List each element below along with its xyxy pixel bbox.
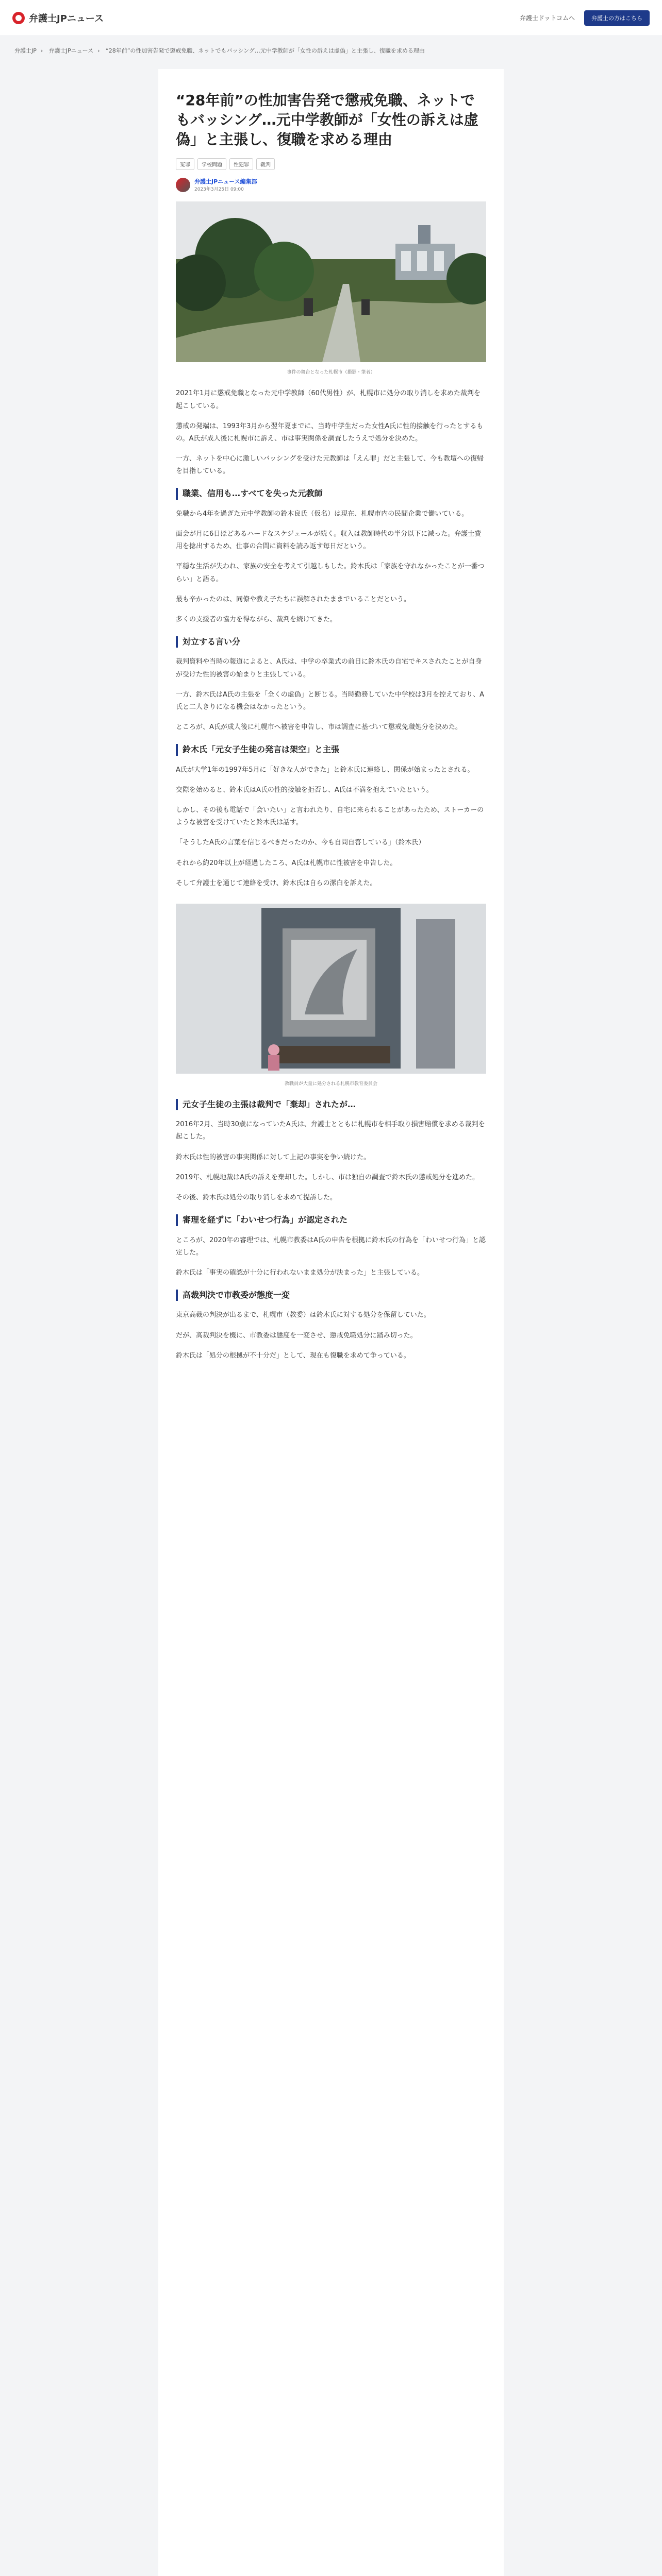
paragraph: その後、鈴木氏は処分の取り消しを求めて提訴した。 [176, 1193, 337, 1201]
section-heading: 鈴木氏「元女子生徒の発言は架空」と主張 [176, 744, 486, 755]
paragraph: 多くの支援者の協力を得ながら、裁判を続けてきた。 [176, 615, 337, 623]
breadcrumb: 弁護士JP › 弁護士JPニュース › “28年前”の性加害告発で懲戒免職、ネットでもバッシング…元中学教師が「女性の訴えは虚偽」と主張し、復職を求める理由 [14, 47, 425, 54]
site-logo[interactable] [12, 11, 104, 25]
article-title: “28年前”の性加害告発で懲戒免職、ネットでもバッシング…元中学教師が「女性の訴えは虚偽」と主張し、復職を求める理由 [176, 92, 478, 148]
paragraph: 一方、鈴木氏はA氏の主張を「全くの虚偽」と断じる。当時勤務していた中学校は3月を控えており、A氏と二人きりになる機会はなかったという。 [176, 690, 485, 711]
section-heading: 元女子生徒の主張は裁判で「棄却」されたが… [176, 1099, 486, 1110]
paragraph: 裁判資料や当時の報道によると、A氏は、中学の卒業式の前日に鈴木氏の自宅でキスされたことが自身が受けた性的被害の始まりと主張している。 [176, 658, 482, 679]
paragraph: 交際を始めると、鈴木氏はA氏の性的接触を拒否し、A氏は不満を抱えていたという。 [176, 786, 433, 794]
paragraph: それから約20年以上が経過したころ、A氏は札幌市に性被害を申告した。 [176, 859, 397, 867]
paragraph: ところが、2020年の審理では、札幌市教委はA氏の申告を根拠に鈴木氏の行為を「わいせつ行為」と認定した。 [176, 1236, 486, 1257]
publish-date: 2023年3月25日 09:00 [194, 187, 244, 193]
logo-mark-icon [12, 12, 25, 24]
mid-photo-caption: 教職員が大量に処分される札幌市教育委員会 [284, 1081, 377, 1087]
paragraph: 懲戒の発端は、1993年3月から翌年夏までに、当時中学生だった女性A氏に性的接触を行ったとするもの。A氏が成人後に札幌市に訴え、市は事実関係を調査したうえで処分を決めた。 [176, 422, 484, 443]
section-intro [176, 387, 486, 478]
tag-item[interactable]: 学校問題 [197, 158, 226, 170]
hero-photo [176, 201, 486, 362]
lawyer-login-button[interactable]: 弁護士の方はこちら [584, 10, 650, 26]
author-name[interactable]: 弁護士JPニュース編集部 [194, 178, 257, 185]
section-conflicting-claims [176, 636, 486, 734]
section-suzuki-claim [176, 744, 486, 890]
paragraph: そして弁護士を通じて連絡を受け、鈴木氏は自らの潔白を訴えた。 [176, 879, 377, 887]
paragraph: 最も辛かったのは、同僚や教え子たちに誤解されたままでいることだという。 [176, 595, 411, 603]
paragraph: 東京高裁の判決が出るまで、札幌市（教委）は鈴木氏に対する処分を保留していた。 [176, 1311, 431, 1319]
tag-item[interactable]: 冤罪 [176, 158, 194, 170]
paragraph: 鈴木氏は性的被害の事実関係に対して上記の事実を争い続けた。 [176, 1153, 371, 1161]
site-logo-text: 弁護士JPニュース [29, 13, 104, 24]
paragraph: 2021年1月に懲戒免職となった元中学教師（60代男性）が、札幌市に処分の取り消しを求めた裁判を起こしている。 [176, 389, 481, 410]
section-ruling-dismissed [176, 1099, 486, 1204]
section-misconduct-recognized [176, 1214, 486, 1279]
tag-item[interactable]: 性犯罪 [229, 158, 253, 170]
section-high-court [176, 1290, 486, 1362]
paragraph: 2019年、札幌地裁はA氏の訴えを棄却した。しかし、市は独自の調査で鈴木氏の懲戒処分を進めた。 [176, 1173, 479, 1181]
breadcrumb-home[interactable]: 弁護士JP [14, 47, 37, 54]
paragraph: 面会が月に6日ほどあるハードなスケジュールが続く。収入は教師時代の半分以下に減った。弁護士費用を捻出するため、仕事の合間に資料を読み返す毎日だという。 [176, 530, 482, 551]
breadcrumb-news[interactable]: 弁護士JPニュース [48, 47, 94, 54]
article-tags [176, 158, 486, 170]
author-block [176, 177, 486, 192]
paragraph: 鈴木氏は「事実の確認が十分に行われないまま処分が決まった」と主張している。 [176, 1268, 424, 1277]
paragraph: 一方、ネットを中心に激しいバッシングを受けた元教師は「えん罪」だと主張して、今も教壇への復帰を目指している。 [176, 455, 484, 476]
section-heading: 審理を経ずに「わいせつ行為」が認定された [176, 1214, 486, 1226]
section-lost-everything [176, 488, 486, 626]
paragraph: 「そうしたA氏の言葉を信じるべきだったのか、今も自問自答している」（鈴木氏） [176, 839, 425, 847]
author-avatar [176, 178, 190, 192]
paragraph: ところが、A氏が成人後に札幌市へ被害を申告し、市は調査に基づいて懲戒免職処分を決めた。 [176, 723, 462, 732]
tag-item[interactable]: 裁判 [256, 158, 275, 170]
section-heading: 職業、信用も…すべてを失った元教師 [176, 488, 486, 499]
breadcrumb-current: “28年前”の性加害告発で懲戒免職、ネットでもバッシング…元中学教師が「女性の訴えは虚偽」と主張し、復職を求める理由 [106, 47, 425, 54]
section-heading: 高裁判決で市教委が態度一変 [176, 1290, 486, 1301]
paragraph: 平穏な生活が失われ、家族の安全を考えて引越しもした。鈴木氏は「家族を守れなかったことが一番つらい」と語る。 [176, 563, 485, 583]
paragraph: 鈴木氏は「処分の根拠が不十分だ」として、現在も復職を求めて争っている。 [176, 1351, 410, 1360]
top-navigation [0, 0, 662, 36]
section-heading: 対立する言い分 [176, 636, 486, 648]
bengo4-link[interactable]: 弁護士ドットコムへ [519, 14, 575, 22]
paragraph: 免職から4年を過ぎた元中学教師の鈴木良氏（仮名）は現在、札幌市内の民間企業で働いている。 [176, 510, 469, 518]
paragraph: 2016年2月、当時30歳になっていたA氏は、弁護士とともに札幌市を相手取り損害賠償を求める裁判を起こした。 [176, 1121, 485, 1141]
article-photo-board-of-education [176, 904, 486, 1074]
paragraph: A氏が大学1年の1997年5月に「好きな人ができた」と鈴木氏に連絡し、関係が始まったとされる。 [176, 766, 474, 774]
paragraph: だが、高裁判決を機に、市教委は態度を一変させ、懲戒免職処分に踏み切った。 [176, 1331, 417, 1340]
hero-caption: 事件の舞台となった札幌市（撮影・筆者） [287, 370, 375, 376]
article-card [158, 69, 504, 2576]
paragraph: しかし、その後も電話で「会いたい」と言われたり、自宅に来られることがあったため、ストーカーのような被害を受けていたと鈴木氏は話す。 [176, 806, 484, 827]
